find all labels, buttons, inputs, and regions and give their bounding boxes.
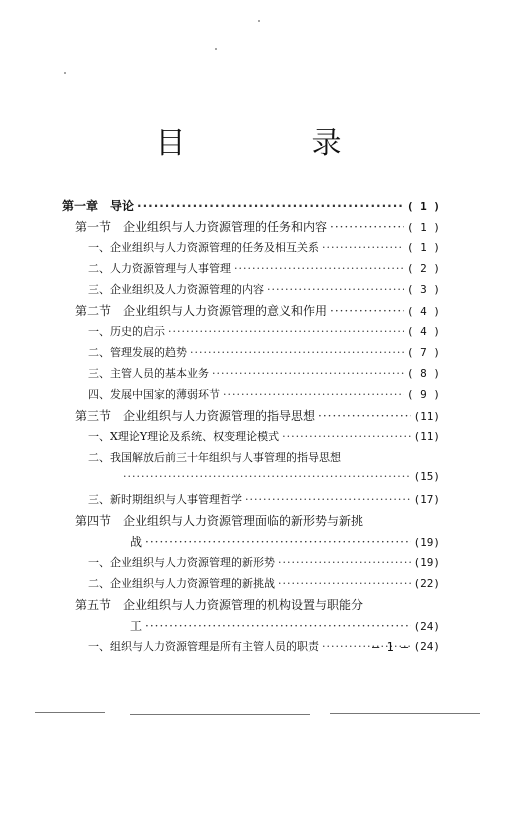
toc-entry <box>62 197 440 214</box>
toc-entry-page: (24) <box>413 620 440 633</box>
toc-entry <box>88 449 440 465</box>
toc-entry <box>88 365 440 381</box>
toc-entry <box>88 428 440 444</box>
scan-speck <box>215 48 217 50</box>
scan-edge-line <box>35 712 105 713</box>
toc-entry-label: 一、企业组织与人力资源管理的任务及相互关系 <box>88 241 319 254</box>
dot-leader <box>137 199 404 213</box>
toc-entry-label: 二、我国解放后前三十年组织与人事管理的指导思想 <box>88 451 341 464</box>
toc-entry-label: 二、人力资源管理与人事管理 <box>88 262 231 275</box>
dot-leader <box>190 346 404 359</box>
toc-entry-page: ( 3 ) <box>406 283 440 296</box>
toc-entry-page: ( 1 ) <box>406 241 440 254</box>
page-title: 目 录 <box>155 126 390 161</box>
toc-entry-page: ( 2 ) <box>406 262 440 275</box>
toc-entry-label: 三、企业组织及人力资源管理的内容 <box>88 283 264 296</box>
toc-entry-label: 战 <box>130 535 143 549</box>
toc-entry-page: (22) <box>413 577 440 590</box>
toc-entry-label: 第二节 企业组织与人力资源管理的意义和作用 <box>75 304 328 318</box>
toc-entry-page: (24) <box>413 640 440 653</box>
toc-entry-page: (17) <box>413 493 440 506</box>
toc-entry-label: 四、发展中国家的薄弱环节 <box>88 388 220 401</box>
toc-entry-page: ( 9 ) <box>406 388 440 401</box>
toc-entry-label: 工 <box>130 619 143 633</box>
dot-leader <box>282 430 410 443</box>
toc-entry <box>75 596 440 613</box>
dot-leader <box>318 409 410 423</box>
scan-speck <box>64 72 66 74</box>
scan-edge-line <box>330 713 480 714</box>
toc-entry-label: 第一章 导论 <box>62 199 135 213</box>
toc-entry-label: 二、管理发展的趋势 <box>88 346 187 359</box>
toc-entry <box>75 512 440 529</box>
toc-entry <box>75 302 440 319</box>
dot-leader <box>234 262 404 275</box>
scan-speck <box>258 20 260 22</box>
dot-leader <box>322 241 404 254</box>
toc-entry <box>88 386 440 402</box>
toc-entry-page: (11) <box>413 410 440 423</box>
toc-entry-page: ( 1 ) <box>406 221 440 234</box>
toc-entry-label: 二、企业组织与人力资源管理的新挑战 <box>88 577 275 590</box>
page-number: — 1 — <box>372 640 409 654</box>
dot-leader <box>168 325 404 338</box>
toc-entry-label: 三、新时期组织与人事管理哲学 <box>88 493 242 506</box>
toc-entry-page: (11) <box>413 430 440 443</box>
toc-entry-page: ( 4 ) <box>406 325 440 338</box>
toc-entry-label: 第三节 企业组织与人力资源管理的指导思想 <box>75 409 316 423</box>
toc-entry-label: 一、组织与人力资源管理是所有主管人员的职责 <box>88 640 319 653</box>
dot-leader <box>145 619 410 633</box>
dot-leader <box>330 304 404 318</box>
scan-edge-line <box>130 714 310 715</box>
dot-leader <box>123 470 411 483</box>
dot-leader <box>223 388 404 401</box>
toc-entry-continuation <box>120 470 440 483</box>
toc-entry-page: (15) <box>413 470 440 483</box>
dot-leader <box>267 283 404 296</box>
toc-entry-continuation <box>130 533 440 550</box>
toc-entry <box>88 491 440 507</box>
toc-entry-label: 一、X理论Y理论及系统、权变理论模式 <box>88 430 280 443</box>
toc-entry-label: 第五节 企业组织与人力资源管理的机构设置与职能分 <box>75 598 364 612</box>
dot-leader <box>145 535 410 549</box>
toc-entry-page: ( 1 ) <box>406 200 440 213</box>
toc-entry-label: 三、主管人员的基本业务 <box>88 367 209 380</box>
toc-entry <box>88 554 440 570</box>
dot-leader <box>245 493 411 506</box>
toc-entry-page: ( 7 ) <box>406 346 440 359</box>
toc-entry-page: ( 8 ) <box>406 367 440 380</box>
toc-entry <box>88 575 440 591</box>
toc-entry-label: 第四节 企业组织与人力资源管理面临的新形势与新挑 <box>75 514 364 528</box>
toc-entry <box>75 218 440 235</box>
toc-entry-label: 第一节 企业组织与人力资源管理的任务和内容 <box>75 220 328 234</box>
toc-entry-label: 一、企业组织与人力资源管理的新形势 <box>88 556 275 569</box>
toc-entry <box>88 323 440 339</box>
toc-entry-page: (19) <box>413 556 440 569</box>
toc-entry <box>88 239 440 255</box>
toc-entry-page: ( 4 ) <box>406 305 440 318</box>
toc-entry <box>75 407 440 424</box>
toc-entry <box>88 281 440 297</box>
toc-entry <box>88 260 440 276</box>
toc-entry-page: (19) <box>413 536 440 549</box>
dot-leader <box>212 367 404 380</box>
dot-leader <box>278 577 411 590</box>
dot-leader <box>330 220 404 234</box>
toc-entry-label: 一、历史的启示 <box>88 325 165 338</box>
toc-entry-continuation <box>130 617 440 634</box>
dot-leader <box>278 556 411 569</box>
toc-entry <box>88 344 440 360</box>
